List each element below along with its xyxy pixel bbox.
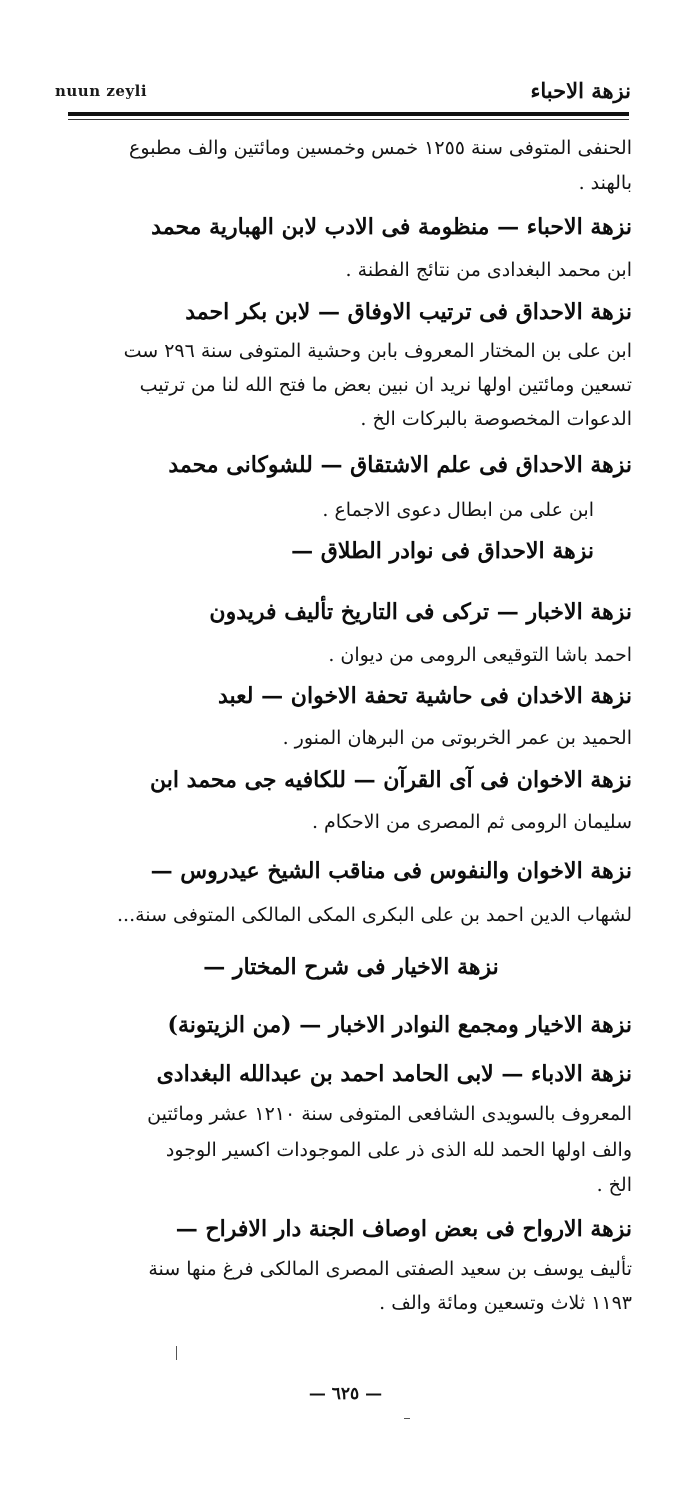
text-line: بالهند . <box>578 172 632 194</box>
page-number: — ٦٢٥ — <box>308 1384 383 1404</box>
entries-body <box>70 128 632 1320</box>
text-line: الحميد بن عمر الخربوتى من البرهان المنور . <box>282 727 632 749</box>
text-line: ابن على من ابطال دعوى الاجماع . <box>322 499 594 521</box>
entry-heading: نزهة الاحداق فى ترتيب الاوفاق — لابن بكر احمد <box>185 299 632 325</box>
text-line: تسعين ومائتين اولها نريد ان نبين بعض ما فتح الله لنا من ترتيب <box>139 374 632 396</box>
scan-speck <box>176 1346 177 1360</box>
entry-heading: نزهة الاخوان والنفوس فى مناقب الشيخ عيدروس — <box>150 858 632 884</box>
entry-heading: نزهة الاخدان فى حاشية تحفة الاخوان — لعبد <box>217 683 632 709</box>
running-header-right: نزهة الاحباء <box>530 78 631 103</box>
text-line: الخ . <box>596 1174 632 1196</box>
entry-heading: نزهة الاحداق فى علم الاشتقاق — للشوكانى محمد <box>168 452 632 478</box>
running-header-left: nuun zeyli <box>55 82 148 100</box>
header-rule-thick <box>68 112 629 116</box>
entry-heading: نزهة الادباء — لابى الحامد احمد بن عبدالله البغدادى <box>156 1061 632 1087</box>
header-rule-thin <box>68 119 629 120</box>
text-line: ابن محمد البغدادى من نتائج الفطنة . <box>345 259 632 281</box>
entry-heading: نزهة الاخيار فى شرح المختار — <box>203 954 499 980</box>
text-line: ابن على بن المختار المعروف بابن وحشية المتوفى سنة ٢٩٦ ست <box>123 340 632 362</box>
text-line: والف اولها الحمد لله الذى ذر على الموجودات اكسير الوجود <box>165 1139 632 1161</box>
entry-heading: نزهة الاخوان فى آى القرآن — للكافيه جى محمد ابن <box>150 767 632 793</box>
text-line: الدعوات المخصوصة بالبركات الخ . <box>360 408 632 430</box>
entry-heading: نزهة الاخيار ومجمع النوادر الاخبار — (من الزيتونة) <box>167 1012 632 1038</box>
text-line: تأليف يوسف بن سعيد الصفتى المصرى المالكى فرغ منها سنة <box>148 1258 632 1280</box>
text-line: المعروف بالسويدى الشافعى المتوفى سنة ١٢١٠ عشر ومائتين <box>147 1103 632 1125</box>
entry-heading: نزهة الاحباء — منظومة فى الادب لابن الهبارية محمد <box>151 214 632 240</box>
entry-heading: نزهة الاحداق فى نوادر الطلاق — <box>291 538 594 564</box>
scan-speck <box>404 1418 410 1419</box>
entry-heading: نزهة الاخبار — تركى فى التاريخ تأليف فريدون <box>209 599 632 625</box>
text-line: ١١٩٣ ثلاث وتسعين ومائة والف . <box>379 1292 632 1314</box>
text-line: الحنفى المتوفى سنة ١٢٥٥ خمس وخمسين ومائتين والف مطبوع <box>129 137 632 159</box>
text-line: سليمان الرومى ثم المصرى من الاحكام . <box>311 811 632 833</box>
text-line: احمد باشا التوقيعى الرومى من ديوان . <box>328 644 632 666</box>
text-line: لشهاب الدين احمد بن على البكرى المكى المالكى المتوفى سنة... <box>117 904 632 926</box>
entry-heading: نزهة الارواح فى بعض اوصاف الجنة دار الافراح — <box>175 1216 632 1242</box>
